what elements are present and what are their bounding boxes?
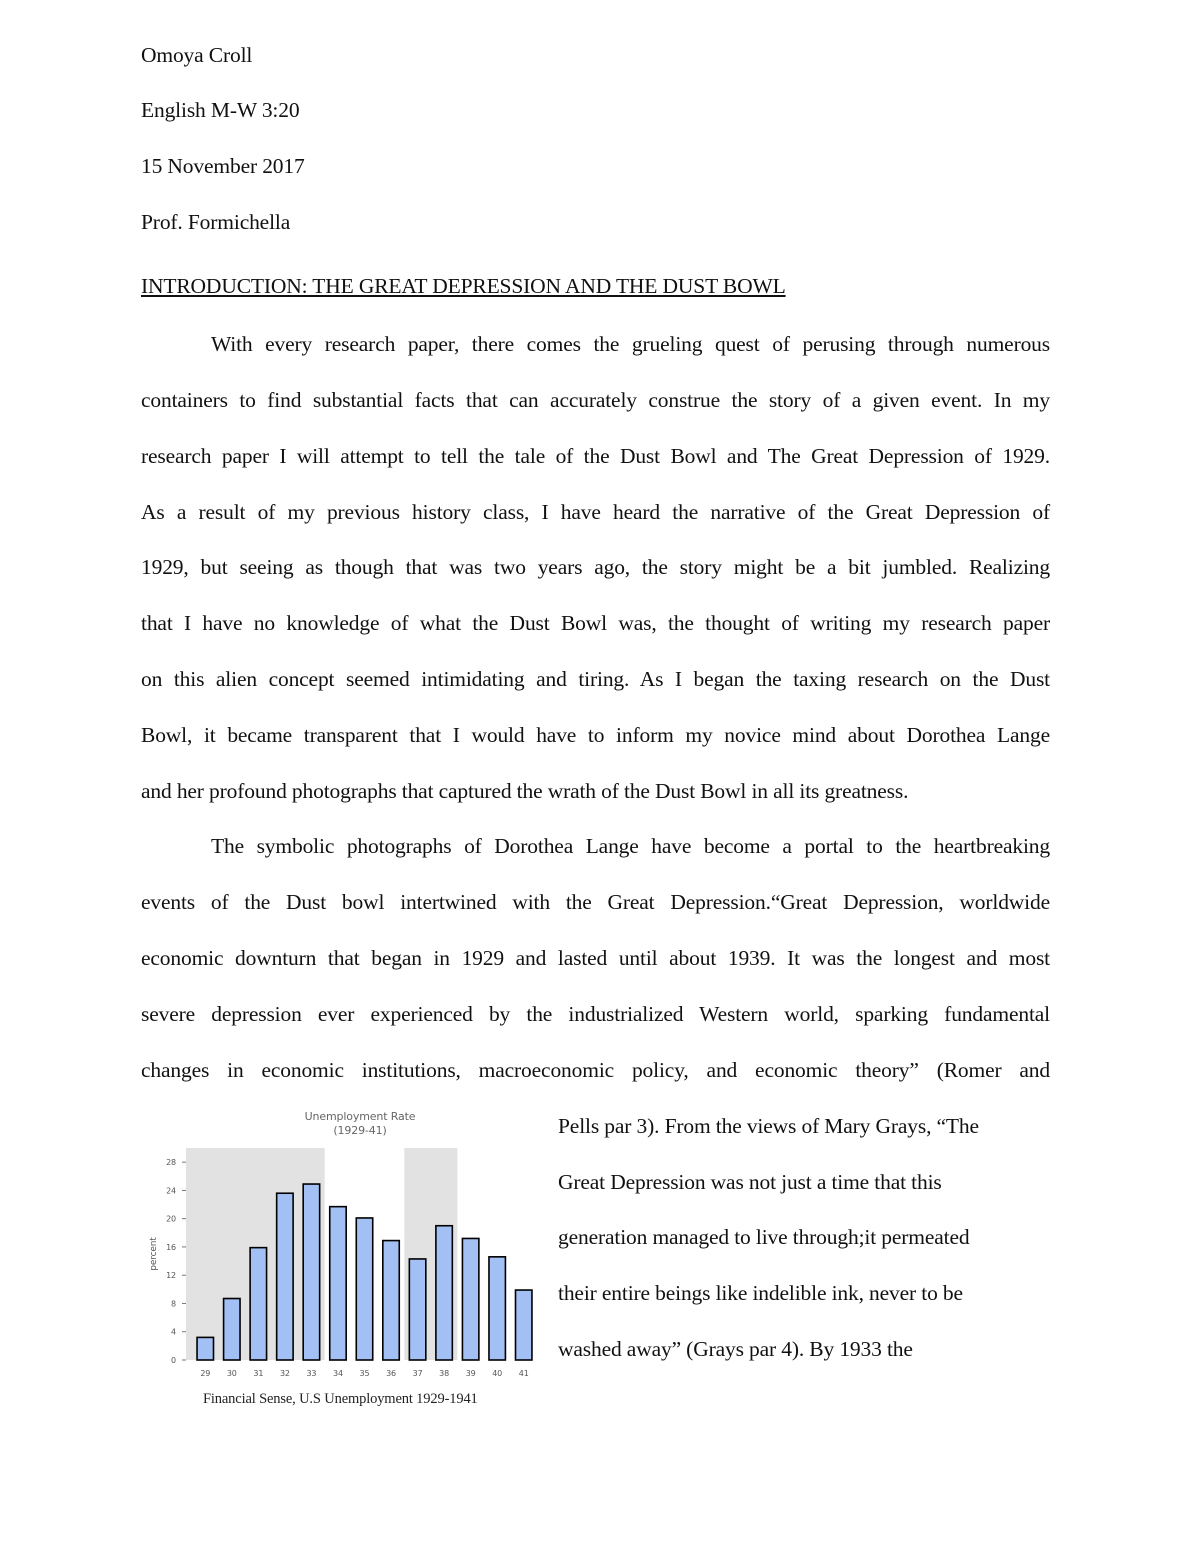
y-tick-label: 28 — [166, 1158, 176, 1168]
bar-39 — [462, 1238, 478, 1360]
paragraph-line: research paper I will attempt to tell the tale of the Dust Bowl and The Great Depression of 1929. — [141, 444, 1050, 468]
bar-37 — [409, 1259, 425, 1360]
x-tick-label: 33 — [306, 1369, 317, 1378]
x-tick-label: 41 — [518, 1369, 529, 1378]
bar-40 — [489, 1257, 505, 1360]
bar-33 — [303, 1184, 319, 1360]
x-tick-label: 36 — [386, 1369, 396, 1378]
bar-30 — [224, 1299, 240, 1360]
bar-38 — [436, 1226, 452, 1360]
bar-36 — [383, 1241, 399, 1360]
paragraph-line: containers to find substantial facts that can accurately construe the story of a given event. In my — [141, 388, 1050, 412]
bar-35 — [356, 1218, 372, 1360]
paragraph-line-wrapped: their entire beings like indelible ink, never to be — [558, 1281, 963, 1305]
paragraph-line: severe depression ever experienced by the industrialized Western world, sparking fundamental — [141, 1002, 1050, 1026]
x-tick-label: 37 — [412, 1369, 423, 1378]
x-tick-label: 34 — [333, 1369, 343, 1378]
y-tick-label: 4 — [171, 1327, 176, 1337]
unemployment-chart-figure — [140, 1104, 540, 1414]
paragraph-line-wrapped: generation managed to live through;it permeated — [558, 1225, 970, 1249]
paragraph-line: that I have no knowledge of what the Dust Bowl was, the thought of writing my research paper — [141, 611, 1050, 635]
x-tick-label: 38 — [439, 1369, 450, 1378]
figure-caption: Financial Sense, U.S Unemployment 1929-1941 — [203, 1391, 478, 1407]
y-tick-label: 24 — [166, 1186, 176, 1196]
chart-title: Unemployment Rate — [304, 1110, 416, 1123]
unemployment-bar-chart — [140, 1104, 540, 1389]
x-tick-label: 35 — [359, 1369, 370, 1378]
x-tick-label: 40 — [492, 1369, 503, 1378]
professor-name: Prof. Formichella — [141, 210, 291, 234]
paragraph-line: changes in economic institutions, macroeconomic policy, and economic theory” (Romer and — [141, 1058, 1050, 1082]
y-axis-label: percent — [149, 1237, 159, 1271]
date: 15 November 2017 — [141, 154, 305, 178]
paragraph-line-wrapped: Great Depression was not just a time that this — [558, 1170, 942, 1194]
y-tick-label: 12 — [166, 1271, 176, 1281]
y-tick-label: 0 — [171, 1356, 176, 1365]
paragraph-line: on this alien concept seemed intimidating and tiring. As I began the taxing research on the Dust — [141, 667, 1050, 691]
y-tick-label: 8 — [171, 1299, 176, 1309]
x-tick-label: 31 — [253, 1369, 264, 1378]
author-name: Omoya Croll — [141, 43, 253, 67]
bar-29 — [197, 1337, 213, 1360]
bar-31 — [250, 1248, 266, 1360]
bar-32 — [277, 1193, 293, 1360]
paragraph-line: As a result of my previous history class, I have heard the narrative of the Great Depression of — [141, 500, 1050, 524]
x-tick-label: 39 — [465, 1369, 476, 1378]
section-heading: INTRODUCTION: THE GREAT DEPRESSION AND THE DUST BOWL — [141, 274, 786, 298]
paragraph-line: and her profound photographs that captured the wrath of the Dust Bowl in all its greatness. — [141, 779, 909, 803]
paragraph-line-wrapped: washed away” (Grays par 4). By 1933 the — [558, 1337, 913, 1361]
y-tick-label: 16 — [166, 1242, 176, 1252]
paragraph-line: Bowl, it became transparent that I would have to inform my novice mind about Dorothea Lange — [141, 723, 1050, 747]
x-tick-label: 29 — [200, 1369, 211, 1378]
paragraph-line-wrapped: Pells par 3). From the views of Mary Grays, “The — [558, 1114, 979, 1138]
x-tick-label: 30 — [226, 1369, 237, 1378]
course-info: English M-W 3:20 — [141, 98, 300, 122]
x-tick-label: 32 — [279, 1369, 290, 1378]
bar-41 — [516, 1290, 532, 1360]
paragraph-line: The symbolic photographs of Dorothea Lange have become a portal to the heartbreaking — [211, 834, 1050, 858]
paragraph-line: events of the Dust bowl intertwined with the Great Depression.“Great Depression, worldwide — [141, 890, 1050, 914]
bar-34 — [330, 1207, 346, 1360]
chart-subtitle: (1929-41) — [333, 1124, 387, 1137]
paragraph-line: 1929, but seeing as though that was two years ago, the story might be a bit jumbled. Realizing — [141, 555, 1050, 579]
paragraph-line: economic downturn that began in 1929 and lasted until about 1939. It was the longest and most — [141, 946, 1050, 970]
y-tick-label: 20 — [166, 1214, 176, 1224]
paragraph-line: With every research paper, there comes the grueling quest of perusing through numerous — [211, 332, 1050, 356]
